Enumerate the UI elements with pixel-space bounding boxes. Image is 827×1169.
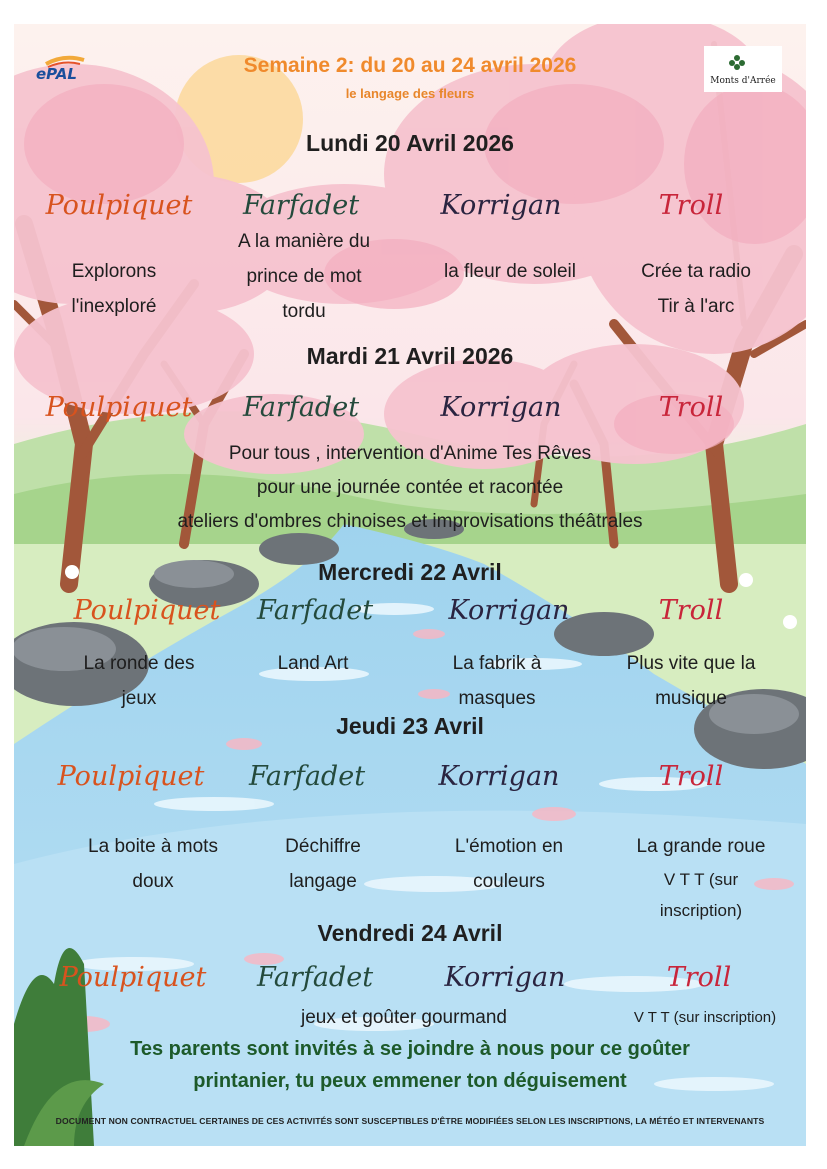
activity-vendredi-troll — [610, 1002, 800, 1033]
activity-line: La grande roue — [636, 836, 766, 857]
activity-line: Crée ta radio — [641, 261, 751, 282]
day-title-mercredi: Mercredi 22 Avril — [318, 559, 502, 585]
activity-line: Tir à l'arc — [657, 296, 735, 317]
poster — [14, 24, 806, 1146]
monts-darree-logo-text: Monts d'Arrée — [710, 76, 776, 86]
activity-line: Land Art — [277, 653, 349, 674]
activity-line: couleurs — [473, 871, 545, 892]
activity-mercredi-farfadet — [218, 646, 408, 681]
group-label-korrigan: Korrigan — [438, 761, 560, 792]
group-label-troll: Troll — [658, 190, 724, 221]
activity-line: inscription) — [659, 901, 743, 920]
group-label-farfadet: Farfadet — [248, 761, 366, 792]
group-label-poulpiquet: Poulpiquet — [59, 962, 207, 993]
group-label-poulpiquet: Poulpiquet — [45, 392, 193, 423]
group-label-korrigan: Korrigan — [440, 392, 562, 423]
activity-jeudi-korrigan — [414, 829, 604, 899]
disclaimer: DOCUMENT NON CONTRACTUEL CERTAINES DE CES ACTIVITÉS SONT SUSCEPTIBLES D'ÊTRE MODIFIÉES SELON LES INSCRIPTIONS, LA MÉTÉO ET INTERVENANTS — [55, 1116, 765, 1126]
activity-line: l'inexploré — [71, 296, 157, 317]
parents-invitation — [14, 1033, 806, 1097]
activity-line: La ronde des — [83, 653, 195, 674]
group-label-farfadet: Farfadet — [256, 962, 374, 993]
activity-line: Explorons — [71, 261, 157, 282]
invitation-line: Tes parents sont invités à se joindre à nous pour ce goûter — [130, 1038, 690, 1060]
activity-line: V T T (sur inscription) — [633, 1009, 777, 1026]
group-label-korrigan: Korrigan — [444, 962, 566, 993]
mardi-common-activity — [14, 437, 806, 539]
day-title-vendredi: Vendredi 24 Avril — [317, 920, 503, 946]
activity-line: La boite à mots — [88, 836, 218, 857]
activity-line: Déchiffre — [285, 836, 361, 857]
group-label-farfadet: Farfadet — [242, 392, 360, 423]
group-label-poulpiquet: Poulpiquet — [73, 595, 221, 626]
activity-mercredi-troll — [596, 646, 786, 716]
note-line: pour une journée contée et racontée — [256, 477, 564, 498]
activity-jeudi-farfadet — [228, 829, 418, 899]
activity-line: la fleur de soleil — [443, 261, 577, 282]
activity-line: masques — [458, 688, 536, 709]
activity-line: V T T (sur — [663, 870, 739, 889]
activity-lundi-poulpiquet — [14, 254, 214, 324]
group-label-korrigan: Korrigan — [448, 595, 570, 626]
day-title-lundi: Lundi 20 Avril 2026 — [306, 130, 514, 156]
day-title-jeudi: Jeudi 23 Avril — [336, 713, 484, 739]
group-label-poulpiquet: Poulpiquet — [45, 190, 193, 221]
page-subtitle: le langage des fleurs — [345, 86, 475, 101]
activity-mercredi-korrigan — [402, 646, 592, 716]
activity-line: tordu — [282, 301, 326, 322]
activity-lundi-korrigan — [410, 254, 610, 289]
activity-vendredi-farfadet — [269, 1000, 539, 1035]
activity-line: L'émotion en — [454, 836, 564, 857]
group-label-troll: Troll — [658, 392, 724, 423]
activity-line: prince de mot — [246, 266, 362, 287]
group-label-troll: Troll — [666, 962, 732, 993]
activity-line: A la manière du — [237, 231, 371, 252]
svg-text:ePAL: ePAL — [36, 65, 77, 83]
activity-jeudi-poulpiquet — [58, 829, 248, 899]
page-title: Semaine 2: du 20 au 24 avril 2026 — [243, 54, 577, 77]
activity-line: doux — [132, 871, 174, 892]
activity-jeudi-troll — [606, 829, 796, 926]
group-label-farfadet: Farfadet — [242, 190, 360, 221]
activity-line: La fabrik à — [452, 653, 542, 674]
activity-line: langage — [289, 871, 357, 892]
activity-line: Plus vite que la — [626, 653, 756, 674]
group-label-poulpiquet: Poulpiquet — [57, 761, 205, 792]
note-line: Pour tous , intervention d'Anime Tes Rêves — [228, 443, 592, 464]
activity-lundi-troll — [596, 254, 796, 324]
group-label-farfadet: Farfadet — [256, 595, 374, 626]
note-line: ateliers d'ombres chinoises et improvisations théâtrales — [177, 511, 643, 532]
group-label-korrigan: Korrigan — [440, 190, 562, 221]
group-label-troll: Troll — [658, 761, 724, 792]
invitation-line: printanier, tu peux emmener ton déguisement — [193, 1070, 627, 1092]
activity-line: jeux — [121, 688, 157, 709]
activity-line: jeux et goûter gourmand — [301, 1007, 507, 1028]
day-title-mardi: Mardi 21 Avril 2026 — [306, 343, 514, 369]
activity-lundi-farfadet — [206, 224, 402, 329]
activity-mercredi-poulpiquet — [44, 646, 234, 716]
activity-line: musique — [655, 688, 727, 709]
group-label-troll: Troll — [658, 595, 724, 626]
